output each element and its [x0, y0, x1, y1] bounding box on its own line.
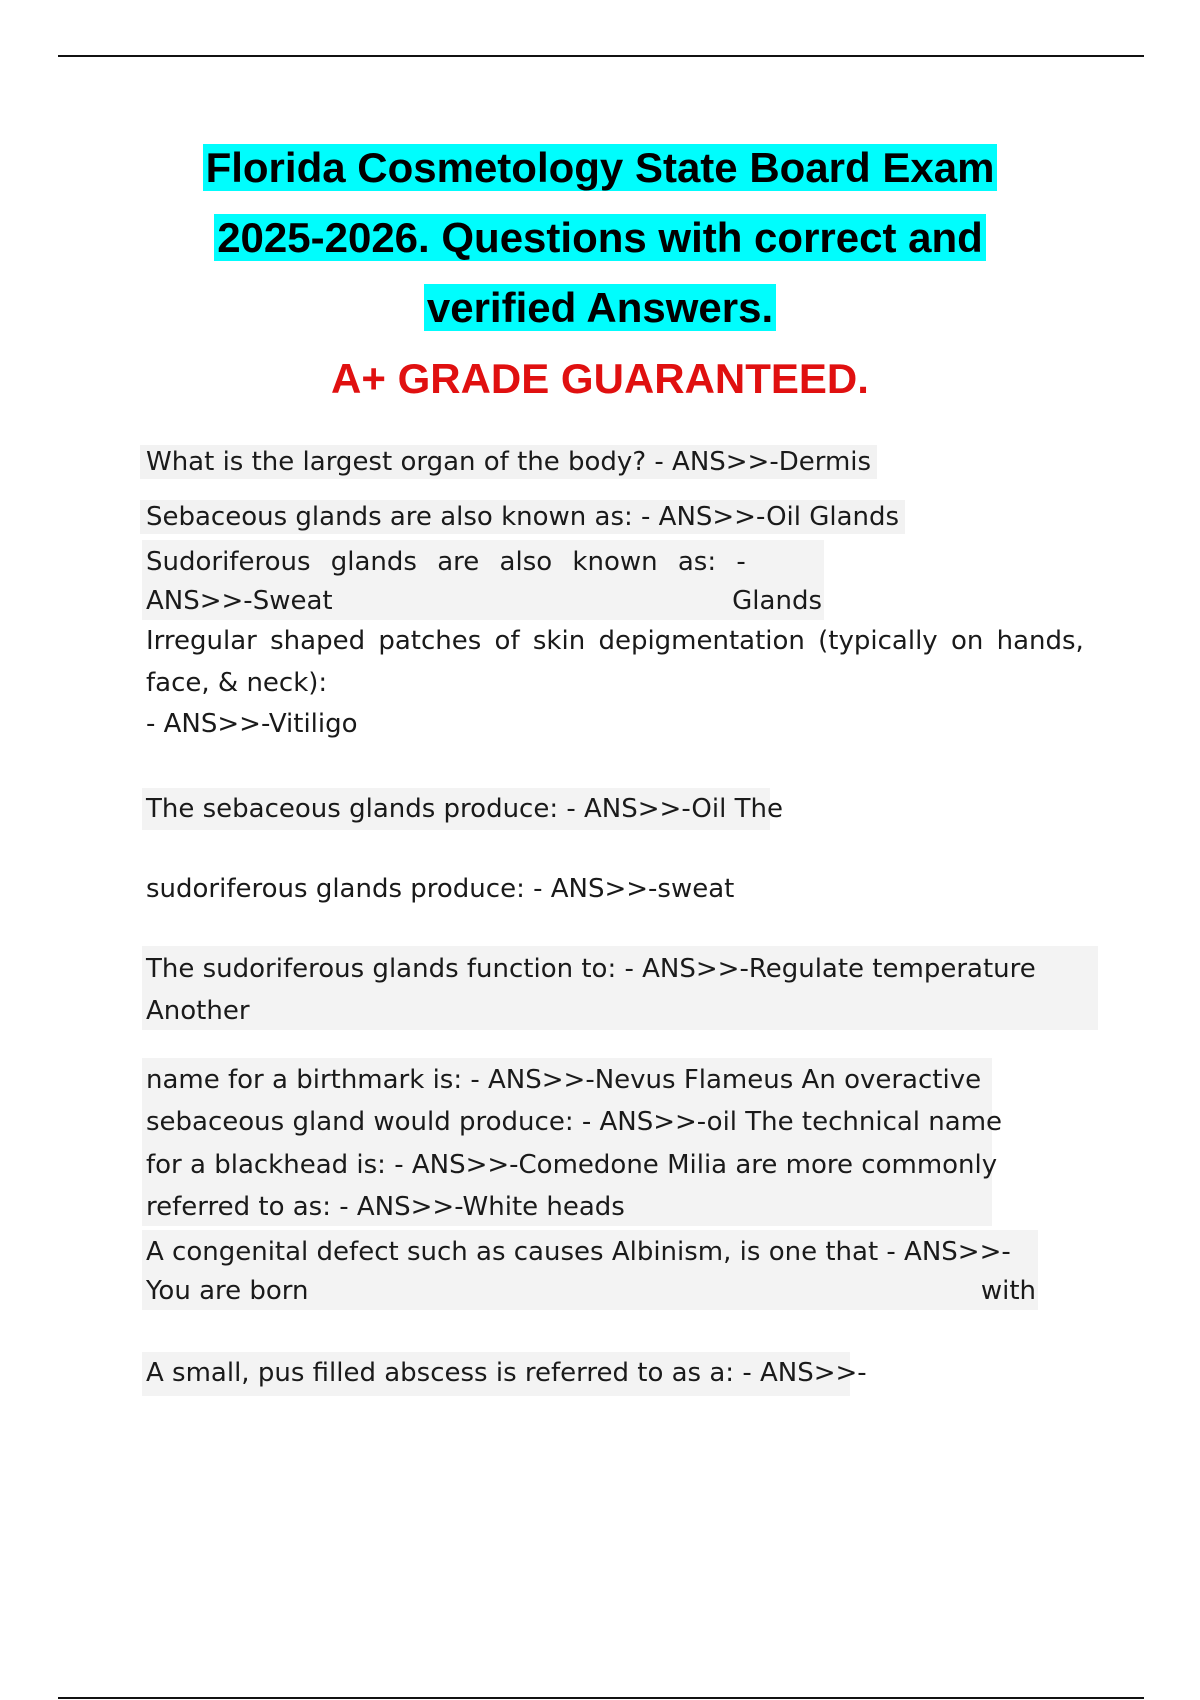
qa-sudoriferous-produce: sudoriferous glands produce: - ANS>>-sweat [146, 874, 735, 904]
title-line-2: 2025-2026. Questions with correct and [214, 214, 986, 261]
qa-sebaceous-glands: Sebaceous glands are also known as: - ANS>>-Oil Glands [146, 496, 905, 538]
qa-sebaceous-produce: The sebaceous glands produce: - ANS>>-Oil The [146, 794, 783, 824]
qa-milia: referred to as: - ANS>>-White heads [146, 1192, 625, 1222]
top-rule [58, 55, 1144, 57]
qa-sudoriferous-function-continued: Another [146, 996, 250, 1026]
qa-vitiligo-line1: Irregular shaped patches of skin depigmentation (typically on hands, [146, 626, 1084, 656]
qa-overactive-gland: sebaceous gland would produce: - ANS>>-oil The technical name [146, 1107, 1003, 1137]
qa-birthmark: name for a birthmark is: - ANS>>-Nevus Flameus An overactive [146, 1065, 982, 1095]
qa-congenital-answer: You are born with [146, 1276, 1036, 1306]
qa-congenital-defect: A congenital defect such as causes Albinism, is one that - ANS>>- [146, 1237, 1011, 1267]
qa-sudoriferous-glands: Sudoriferous glands are also known as: - [146, 547, 746, 577]
qa-abscess: A small, pus filled abscess is referred to as a: - ANS>>- [146, 1358, 867, 1388]
qa-vitiligo-answer: - ANS>>-Vitiligo [146, 709, 358, 739]
title-line-1: Florida Cosmetology State Board Exam [203, 144, 998, 191]
bottom-rule [58, 1697, 1144, 1699]
qa-sudoriferous-function: The sudoriferous glands function to: - ANS>>-Regulate temperature [146, 954, 1036, 984]
document-title [80, 138, 1120, 410]
qa-largest-organ: What is the largest organ of the body? - ANS>>-Dermis [146, 441, 877, 483]
grade-guarantee: A+ GRADE GUARANTEED. [331, 355, 869, 402]
qa-blackhead: for a blackhead is: - ANS>>-Comedone Milia are more commonly [146, 1150, 998, 1180]
title-line-3: verified Answers. [424, 284, 776, 331]
qa-vitiligo-line2: face, & neck): [146, 668, 328, 698]
qa-sudoriferous-answer: ANS>>-Sweat Glands [146, 586, 822, 616]
